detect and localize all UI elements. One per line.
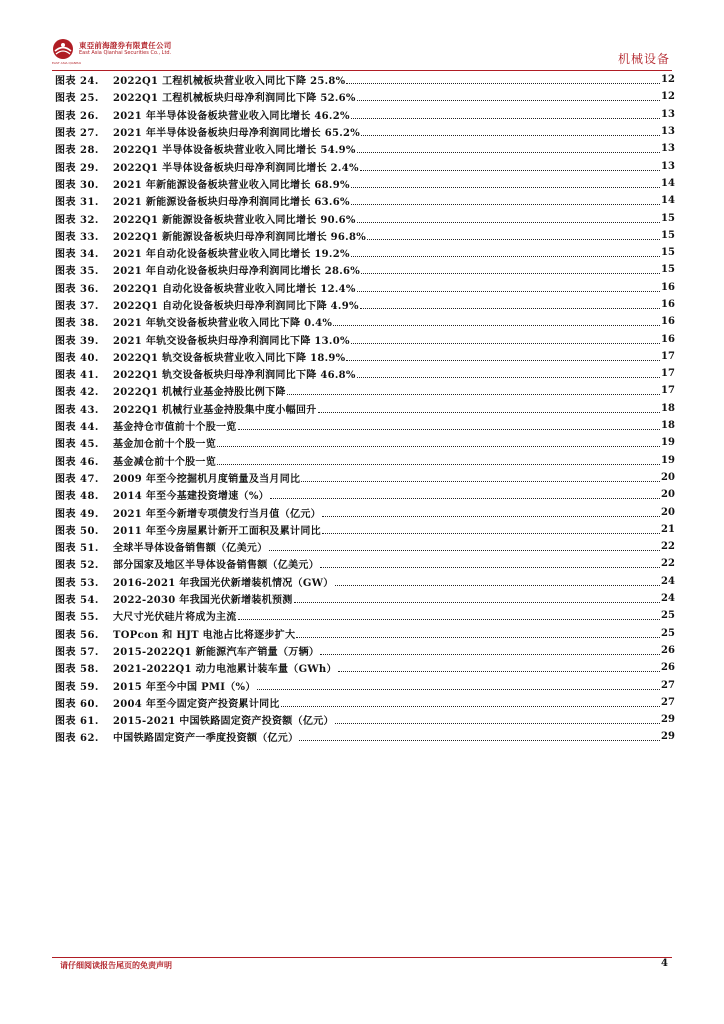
toc-entry-label: 图表 35. [55, 266, 99, 278]
toc-entry-page: 22 [661, 541, 675, 553]
toc-entry-page: 20 [661, 506, 675, 518]
toc-entry-title: 2004 年至今固定资产投资累计同比 [113, 698, 280, 710]
toc-leader-dots [351, 195, 660, 205]
toc-entry-label: 图表 58. [55, 664, 99, 676]
toc-entry-page: 13 [661, 108, 675, 120]
toc-leader-dots [318, 403, 660, 413]
toc-entry-label: 图表 43. [55, 404, 99, 416]
toc-entry-page: 24 [661, 575, 675, 587]
toc-entry[interactable] [55, 711, 673, 728]
toc-entry-title: 2022Q1 工程机械板块营业收入同比下降 25.8% [113, 76, 346, 88]
toc-entry-label: 图表 50. [55, 525, 99, 537]
toc-entry-page: 17 [661, 350, 675, 362]
toc-entry-page: 13 [661, 160, 675, 172]
toc-entry-label: 图表 34. [55, 249, 99, 261]
logo-tagline: EAST ASIA QIANHAI [52, 61, 82, 65]
toc-entry-title: 2021 年轨交设备板块归母净利润同比下降 13.0% [113, 335, 350, 347]
toc-leader-dots [338, 662, 660, 672]
toc-entry[interactable] [55, 106, 673, 123]
toc-entry-label: 图表 38. [55, 318, 99, 330]
toc-entry[interactable] [55, 209, 673, 226]
toc-entry-page: 16 [661, 316, 675, 328]
toc-entry-title: 2022Q1 机械行业基金持股比例下降 [113, 387, 286, 399]
toc-entry-label: 图表 37. [55, 301, 99, 312]
toc-entry-title: 2021 年新能源设备板块营业收入同比增长 68.9% [113, 179, 350, 191]
toc-leader-dots [361, 264, 660, 274]
toc-entry-label: 图表 62. [55, 733, 99, 745]
toc-leader-dots [351, 109, 660, 119]
company-name-cn: 東亞前海證券有限責任公司 [79, 41, 172, 50]
toc-leader-dots [357, 368, 660, 378]
toc-entry[interactable] [55, 227, 673, 244]
toc-entry-page: 15 [661, 264, 675, 276]
toc-entry-title: 2022Q1 自动化设备板块归母净利润同比下降 4.9% [113, 301, 359, 312]
toc-leader-dots [270, 489, 660, 499]
toc-entry[interactable] [55, 192, 673, 209]
toc-leader-dots [238, 610, 660, 620]
toc-entry-title: 2022Q1 工程机械板块归母净利润同比下降 52.6% [113, 93, 356, 105]
toc-entry[interactable] [55, 434, 673, 451]
toc-entry-page: 17 [661, 368, 675, 380]
toc-leader-dots [217, 437, 660, 447]
toc-entry-label: 图表 40. [55, 352, 99, 364]
toc-entry[interactable] [55, 607, 673, 624]
toc-entry[interactable] [55, 676, 673, 693]
toc-entry-title: 2015-2021 中国铁路固定资产投资额（亿元） [113, 716, 334, 728]
disclaimer-note: 请仔细阅读报告尾页的免责声明 [60, 961, 172, 970]
toc-entry-title: 2021 年至今新增专项债发行当月值（亿元） [113, 508, 321, 520]
toc-entry-page: 19 [661, 437, 675, 449]
toc-entry[interactable] [55, 555, 673, 572]
toc-entry-title: 2014 年至今基建投资增速（%） [113, 491, 269, 503]
toc-entry-title: 2015-2022Q1 新能源汽车产销量（万辆） [113, 646, 320, 658]
toc-entry-title: 2022Q1 新能源设备板块营业收入同比增长 90.6% [113, 214, 356, 226]
toc-entry-title: 2011 年至今房屋累计新开工面积及累计同比 [113, 525, 321, 537]
toc-entry[interactable] [55, 140, 673, 157]
toc-leader-dots [357, 91, 660, 101]
toc-leader-dots [287, 385, 660, 395]
company-name-en: East Asia Qianhai Securities Co., Ltd. [79, 50, 172, 56]
toc-leader-dots [299, 731, 660, 741]
toc-entry-page: 25 [661, 627, 675, 639]
toc-entry[interactable] [55, 123, 673, 140]
toc-entry-page: 20 [661, 471, 675, 483]
toc-leader-dots [294, 593, 660, 603]
toc-entry-label: 图表 55. [55, 612, 99, 624]
toc-leader-dots [217, 455, 660, 465]
toc-leader-dots [346, 351, 660, 361]
toc-entry-page: 18 [661, 420, 675, 432]
toc-entry-title: 基金减仓前十个股一览 [113, 456, 216, 468]
toc-entry-label: 图表 29. [55, 162, 99, 174]
page-header [52, 38, 672, 68]
toc-entry[interactable] [55, 486, 673, 503]
toc-entry[interactable] [55, 469, 673, 486]
toc-entry-page: 15 [661, 229, 675, 241]
toc-entry-title: 2022Q1 轨交设备板块归母净利润同比下降 46.8% [113, 370, 356, 382]
toc-entry-label: 图表 27. [55, 128, 99, 140]
toc-entry-label: 图表 53. [55, 577, 99, 589]
toc-entry-label: 图表 52. [55, 560, 99, 572]
toc-entry-page: 17 [661, 385, 675, 397]
toc-leader-dots [346, 74, 660, 84]
toc-entry[interactable] [55, 261, 673, 278]
toc-entry[interactable] [55, 625, 673, 642]
toc-entry[interactable] [55, 728, 673, 745]
toc-leader-dots [296, 628, 660, 638]
toc-entry-title: 2021-2022Q1 动力电池累计装车量（GWh） [113, 664, 337, 676]
toc-entry[interactable] [55, 538, 673, 555]
toc-entry-title: 2015 年至今中国 PMI（%） [113, 681, 256, 693]
toc-leader-dots [281, 697, 660, 707]
toc-entry-page: 15 [661, 247, 675, 259]
toc-entry-label: 图表 56. [55, 629, 99, 641]
toc-entry-page: 19 [661, 454, 675, 466]
toc-entry-page: 21 [661, 523, 675, 535]
toc-entry-label: 图表 36. [55, 283, 99, 295]
toc-entry-title: 2022Q1 半导体设备板块营业收入同比增长 54.9% [113, 145, 356, 157]
toc-leader-dots [360, 161, 660, 171]
company-logo-icon [52, 38, 74, 60]
toc-entry-page: 29 [661, 714, 675, 726]
toc-entry-page: 25 [661, 610, 675, 622]
toc-entry-page: 29 [661, 731, 675, 743]
toc-entry-title: 2022Q1 半导体设备板块归母净利润同比增长 2.4% [113, 162, 359, 174]
toc-leader-dots [335, 576, 660, 586]
toc-leader-dots [351, 247, 660, 257]
toc-entry[interactable] [55, 503, 673, 520]
toc-entry-title: 2022Q1 机械行业基金持股集中度小幅回升 [113, 404, 317, 416]
toc-leader-dots [335, 714, 660, 724]
toc-entry[interactable] [55, 330, 673, 347]
toc-entry-page: 12 [661, 91, 675, 103]
toc-leader-dots [367, 230, 660, 240]
toc-entry-label: 图表 46. [55, 456, 99, 468]
toc-leader-dots [351, 178, 660, 188]
toc-leader-dots [320, 558, 660, 568]
toc-entry-label: 图表 44. [55, 422, 99, 434]
toc-entry-label: 图表 32. [55, 214, 99, 226]
toc-entry-page: 24 [661, 593, 675, 605]
industry-title: 机械设备 [617, 52, 670, 66]
toc-entry-page: 27 [661, 696, 675, 708]
toc-entry-page: 15 [661, 212, 675, 224]
toc-entry-label: 图表 41. [55, 370, 99, 382]
toc-entry-label: 图表 31. [55, 197, 99, 209]
toc-entry-page: 14 [661, 195, 675, 207]
toc-entry-label: 图表 39. [55, 335, 99, 347]
toc-entry[interactable] [55, 365, 673, 382]
toc-entry[interactable] [55, 313, 673, 330]
toc-entry[interactable] [55, 244, 673, 261]
toc-entry[interactable] [55, 348, 673, 365]
toc-entry-label: 图表 48. [55, 491, 99, 503]
toc-entry-title: 2022Q1 新能源设备板块归母净利润同比增长 96.8% [113, 231, 367, 243]
toc-entry-page: 14 [661, 177, 675, 189]
toc-entry[interactable] [55, 382, 673, 399]
toc-leader-dots [322, 507, 660, 517]
toc-entry-label: 图表 45. [55, 439, 99, 451]
toc-entry[interactable] [55, 452, 673, 469]
toc-leader-dots [357, 282, 660, 292]
toc-entry-label: 图表 51. [55, 543, 99, 555]
toc-entry-title: 2016-2021 年我国光伏新增装机情况（GW） [113, 577, 334, 589]
toc-entry[interactable] [55, 71, 673, 88]
toc-entry-label: 图表 59. [55, 681, 99, 693]
toc-entry-page: 18 [661, 402, 675, 414]
toc-entry[interactable] [55, 642, 673, 659]
toc-entry-page: 27 [661, 679, 675, 691]
toc-entry-label: 图表 49. [55, 508, 99, 520]
toc-entry-title: 全球半导体设备销售额（亿美元） [113, 543, 268, 555]
toc-entry[interactable] [55, 573, 673, 590]
toc-entry-title: 部分国家及地区半导体设备销售额（亿美元） [113, 560, 319, 572]
toc-entry-title: 2022-2030 年我国光伏新增装机预测 [113, 595, 293, 607]
toc-entry-page: 13 [661, 143, 675, 155]
toc-leader-dots [357, 213, 660, 223]
toc-leader-dots [257, 680, 660, 690]
toc-leader-dots [333, 316, 660, 326]
toc-leader-dots [357, 143, 660, 153]
toc-entry-title: 2021 年轨交设备板块营业收入同比下降 0.4% [113, 318, 333, 330]
toc-entry-label: 图表 57. [55, 646, 99, 658]
toc-entry-title: 基金加仓前十个股一览 [113, 439, 216, 451]
toc-entry[interactable] [55, 296, 673, 313]
toc-entry-label: 图表 60. [55, 698, 99, 710]
toc-leader-dots [320, 645, 660, 655]
toc-entry[interactable] [55, 590, 673, 607]
toc-entry-page: 26 [661, 662, 675, 674]
toc-entry-title: 2021 年自动化设备板块归母净利润同比增长 28.6% [113, 266, 361, 278]
toc-leader-dots [238, 420, 660, 430]
toc-entry-label: 图表 42. [55, 387, 99, 399]
toc-entry-page: 16 [661, 281, 675, 293]
toc-entry-title: 中国铁路固定资产一季度投资额（亿元） [113, 733, 299, 745]
toc-entry-label: 图表 61. [55, 716, 99, 728]
figure-toc-list [55, 71, 673, 746]
toc-entry-label: 图表 33. [55, 231, 99, 243]
toc-entry-title: 基金持仓市值前十个股一览 [113, 422, 237, 434]
toc-entry-title: TOPcon 和 HJT 电池占比将逐步扩大 [113, 629, 296, 641]
toc-leader-dots [361, 126, 660, 136]
toc-entry[interactable] [55, 521, 673, 538]
toc-leader-dots [269, 541, 661, 551]
toc-entry[interactable] [55, 157, 673, 174]
toc-entry-title: 2021 新能源设备板块归母净利润同比增长 63.6% [113, 197, 350, 209]
toc-entry-title: 2021 年半导体设备板块归母净利润同比增长 65.2% [113, 128, 361, 140]
toc-leader-dots [351, 334, 660, 344]
toc-entry[interactable] [55, 175, 673, 192]
toc-entry[interactable] [55, 417, 673, 434]
toc-entry[interactable] [55, 400, 673, 417]
toc-entry[interactable] [55, 279, 673, 296]
toc-entry-page: 12 [661, 74, 675, 86]
toc-entry-page: 16 [661, 333, 675, 345]
toc-entry-title: 2022Q1 轨交设备板块营业收入同比下降 18.9% [113, 352, 346, 364]
toc-entry-label: 图表 25. [55, 93, 99, 105]
toc-entry-page: 13 [661, 126, 675, 138]
toc-entry-page: 20 [661, 489, 675, 501]
toc-entry-title: 2009 年至今挖掘机月度销量及当月同比 [113, 473, 301, 485]
toc-entry-page: 26 [661, 644, 675, 656]
toc-entry[interactable] [55, 659, 673, 676]
toc-entry-page: 16 [661, 299, 675, 310]
toc-leader-dots [360, 299, 660, 309]
page-number: 4 [661, 958, 668, 969]
toc-entry-title: 2021 年半导体设备板块营业收入同比增长 46.2% [113, 110, 350, 122]
toc-entry-title: 大尺寸光伏硅片将成为主流 [113, 612, 237, 624]
toc-entry-label: 图表 30. [55, 179, 99, 191]
toc-entry[interactable] [55, 694, 673, 711]
toc-entry-label: 图表 26. [55, 110, 99, 122]
toc-leader-dots [322, 524, 660, 534]
toc-entry-title: 2021 年自动化设备板块营业收入同比增长 19.2% [113, 249, 350, 261]
toc-entry-label: 图表 24. [55, 76, 99, 88]
toc-entry-label: 图表 47. [55, 473, 99, 485]
toc-entry-title: 2022Q1 自动化设备板块营业收入同比增长 12.4% [113, 283, 356, 295]
toc-leader-dots [301, 472, 660, 482]
toc-entry-page: 22 [661, 558, 675, 570]
toc-entry-label: 图表 28. [55, 145, 99, 157]
toc-entry-label: 图表 54. [55, 595, 99, 607]
toc-entry[interactable] [55, 88, 673, 105]
footer-divider [52, 957, 672, 958]
